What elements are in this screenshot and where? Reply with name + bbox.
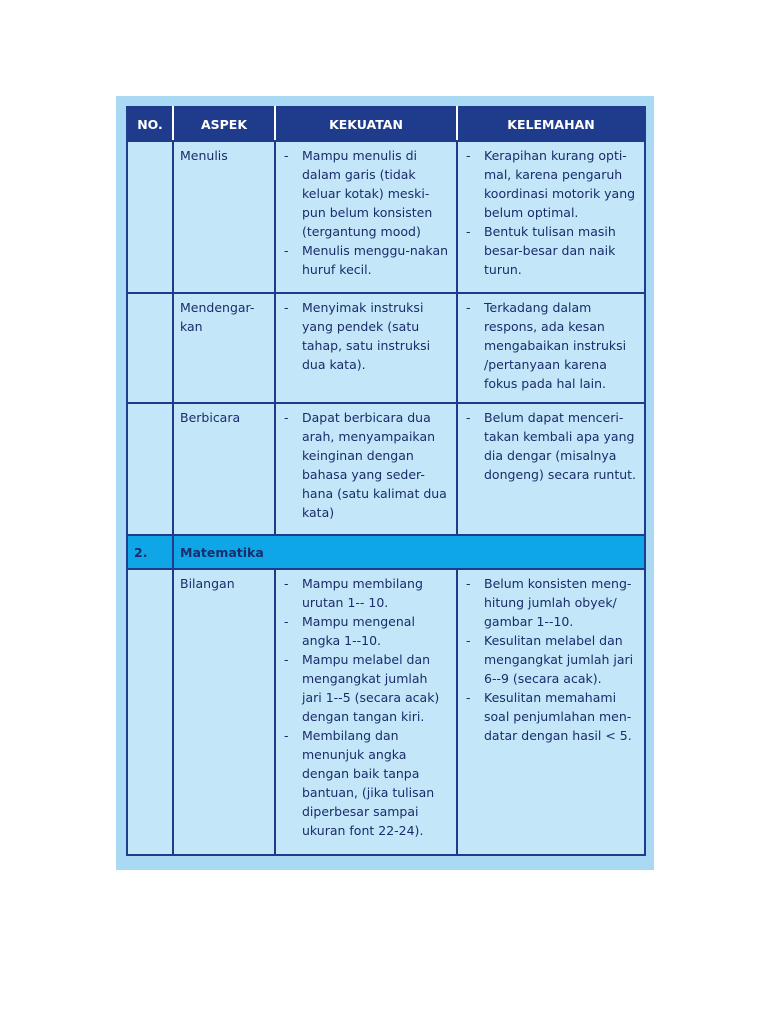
section-row xyxy=(127,535,645,569)
table-frame xyxy=(116,96,654,870)
list-item: - Menyimak instruksi yang pendek (satu tahap, satu instruksi dua kata). xyxy=(282,298,450,374)
section-no: 2. xyxy=(127,535,173,569)
header-aspek: ASPEK xyxy=(173,107,275,141)
cell-aspek: Menulis xyxy=(173,141,275,293)
list-item: - Bentuk tulisan masih besar-besar dan naik turun. xyxy=(464,222,638,279)
cell-kekuatan xyxy=(275,293,457,403)
list-item: - Belum konsisten meng-hitung jumlah obyek/ gambar 1--10. xyxy=(464,574,638,631)
list-item: - Membilang dan menunjuk angka dengan baik tanpa bantuan, (jika tulisan diperbesar sampai ukuran font 22-24). xyxy=(282,726,450,840)
header-no: NO. xyxy=(127,107,173,141)
list-item: - Belum dapat menceri-takan kembali apa yang dia dengar (misalnya dongeng) secara runtut. xyxy=(464,408,638,484)
list-item: - Kesulitan memahami soal penjumlahan men-datar dengan hasil < 5. xyxy=(464,688,638,745)
assessment-table xyxy=(126,106,646,856)
list-item: - Dapat berbicara dua arah, menyampaikan keinginan dengan bahasa yang seder-hana (satu kalimat dua kata) xyxy=(282,408,450,522)
list-item: - Kerapihan kurang opti-mal, karena pengaruh koordinasi motorik yang belum optimal. xyxy=(464,146,638,222)
table-row xyxy=(127,403,645,535)
header-kelemahan: KELEMAHAN xyxy=(457,107,645,141)
cell-no xyxy=(127,293,173,403)
list-item: - Kesulitan melabel dan mengangkat jumlah jari 6--9 (secara acak). xyxy=(464,631,638,688)
cell-aspek: Mendengar-kan xyxy=(173,293,275,403)
header-kekuatan: KEKUATAN xyxy=(275,107,457,141)
cell-aspek: Berbicara xyxy=(173,403,275,535)
cell-no xyxy=(127,569,173,855)
header-row xyxy=(127,107,645,141)
cell-no xyxy=(127,141,173,293)
list-item: - Mampu melabel dan mengangkat jumlah jari 1--5 (secara acak) dengan tangan kiri. xyxy=(282,650,450,726)
table-row xyxy=(127,141,645,293)
section-label: Matematika xyxy=(173,535,645,569)
cell-kelemahan xyxy=(457,569,645,855)
list-item: - Menulis menggu-nakan huruf kecil. xyxy=(282,241,450,279)
cell-kekuatan xyxy=(275,141,457,293)
cell-kekuatan xyxy=(275,403,457,535)
cell-kelemahan xyxy=(457,403,645,535)
list-item: - Terkadang dalam respons, ada kesan mengabaikan instruksi /pertanyaan karena fokus pada hal lain. xyxy=(464,298,638,393)
cell-aspek: Bilangan xyxy=(173,569,275,855)
table-row xyxy=(127,293,645,403)
cell-kelemahan xyxy=(457,293,645,403)
list-item: - Mampu membilang urutan 1-- 10. xyxy=(282,574,450,612)
table-row xyxy=(127,569,645,855)
list-item: - Mampu menulis di dalam garis (tidak keluar kotak) meski-pun belum konsisten (tergantung mood) xyxy=(282,146,450,241)
cell-kekuatan xyxy=(275,569,457,855)
cell-kelemahan xyxy=(457,141,645,293)
cell-no xyxy=(127,403,173,535)
list-item: - Mampu mengenal angka 1--10. xyxy=(282,612,450,650)
